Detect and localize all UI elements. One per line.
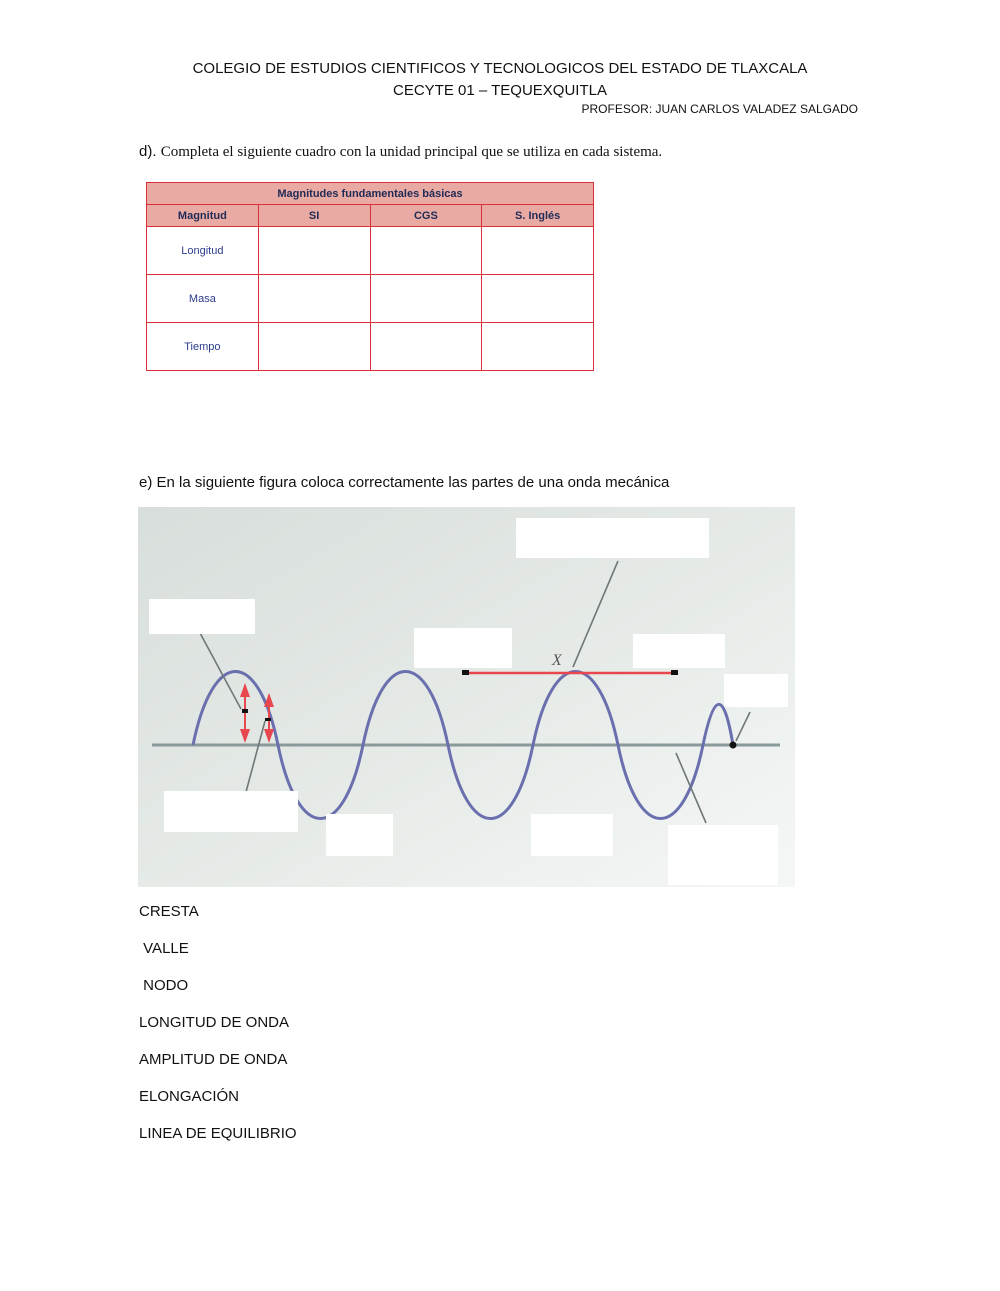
answer-box-crest-1[interactable] [414, 628, 512, 668]
node-marker [730, 742, 737, 749]
word-bank-item: AMPLITUD DE ONDA [139, 1051, 288, 1068]
campus-name: CECYTE 01 – TEQUEXQUITLA [393, 82, 607, 99]
col-header-magnitud: Magnitud [147, 205, 259, 227]
word-bank-item: NODO [139, 977, 189, 994]
answer-box-wavelength[interactable] [516, 518, 709, 558]
question-d-text: Completa el siguiente cuadro con la unidad principal que se utiliza en cada sistema. [160, 144, 663, 160]
table-row [147, 323, 594, 371]
answer-box-crest-2[interactable] [633, 634, 725, 668]
wave-figure [138, 507, 795, 887]
answer-cell-masa-cgs[interactable] [370, 275, 482, 323]
answer-box-node[interactable] [724, 674, 788, 707]
word-bank-item: VALLE [139, 940, 189, 957]
school-name: COLEGIO DE ESTUDIOS CIENTIFICOS Y TECNOLOGICOS DEL ESTADO DE TLAXCALA [192, 60, 808, 77]
answer-cell-masa-ingles[interactable] [482, 275, 594, 323]
row-label-masa: Masa [147, 275, 259, 323]
answer-cell-longitud-cgs[interactable] [370, 227, 482, 275]
row-label-tiempo: Tiempo [147, 323, 259, 371]
wavelength-start-marker [462, 670, 469, 675]
answer-cell-longitud-ingles[interactable] [482, 227, 594, 275]
word-bank [139, 903, 297, 1162]
answer-cell-tiempo-ingles[interactable] [482, 323, 594, 371]
word-bank-item: CRESTA [139, 903, 199, 920]
wavelength-symbol: X [552, 652, 562, 669]
table-row [147, 227, 594, 275]
answer-box-amplitude[interactable] [149, 599, 255, 634]
answer-cell-tiempo-si[interactable] [258, 323, 370, 371]
units-table [146, 182, 594, 371]
wavelength-end-marker [671, 670, 678, 675]
row-label-longitud: Longitud [147, 227, 259, 275]
word-bank-item: ELONGACIÓN [139, 1088, 240, 1105]
answer-cell-tiempo-cgs[interactable] [370, 323, 482, 371]
answer-box-equilibrium[interactable] [668, 825, 778, 885]
table-row [147, 275, 594, 323]
question-d-label: d). [139, 143, 157, 160]
elongation-marker [265, 718, 271, 721]
question-e: e) En la siguiente figura coloca correctamente las partes de una onda mecánica [139, 474, 670, 491]
answer-box-elongation[interactable] [164, 791, 298, 832]
professor-name: PROFESOR: JUAN CARLOS VALADEZ SALGADO [581, 102, 858, 116]
answer-cell-longitud-si[interactable] [258, 227, 370, 275]
answer-box-trough-1[interactable] [326, 814, 393, 856]
answer-box-trough-2[interactable] [531, 814, 613, 856]
table-title: Magnitudes fundamentales básicas [147, 183, 594, 205]
col-header-cgs: CGS [370, 205, 482, 227]
col-header-ingles: S. Inglés [482, 205, 594, 227]
word-bank-item: LONGITUD DE ONDA [139, 1014, 290, 1031]
question-d [139, 143, 662, 161]
answer-cell-masa-si[interactable] [258, 275, 370, 323]
word-bank-item: LINEA DE EQUILIBRIO [139, 1125, 297, 1142]
col-header-si: SI [258, 205, 370, 227]
amplitude-marker [242, 709, 248, 713]
